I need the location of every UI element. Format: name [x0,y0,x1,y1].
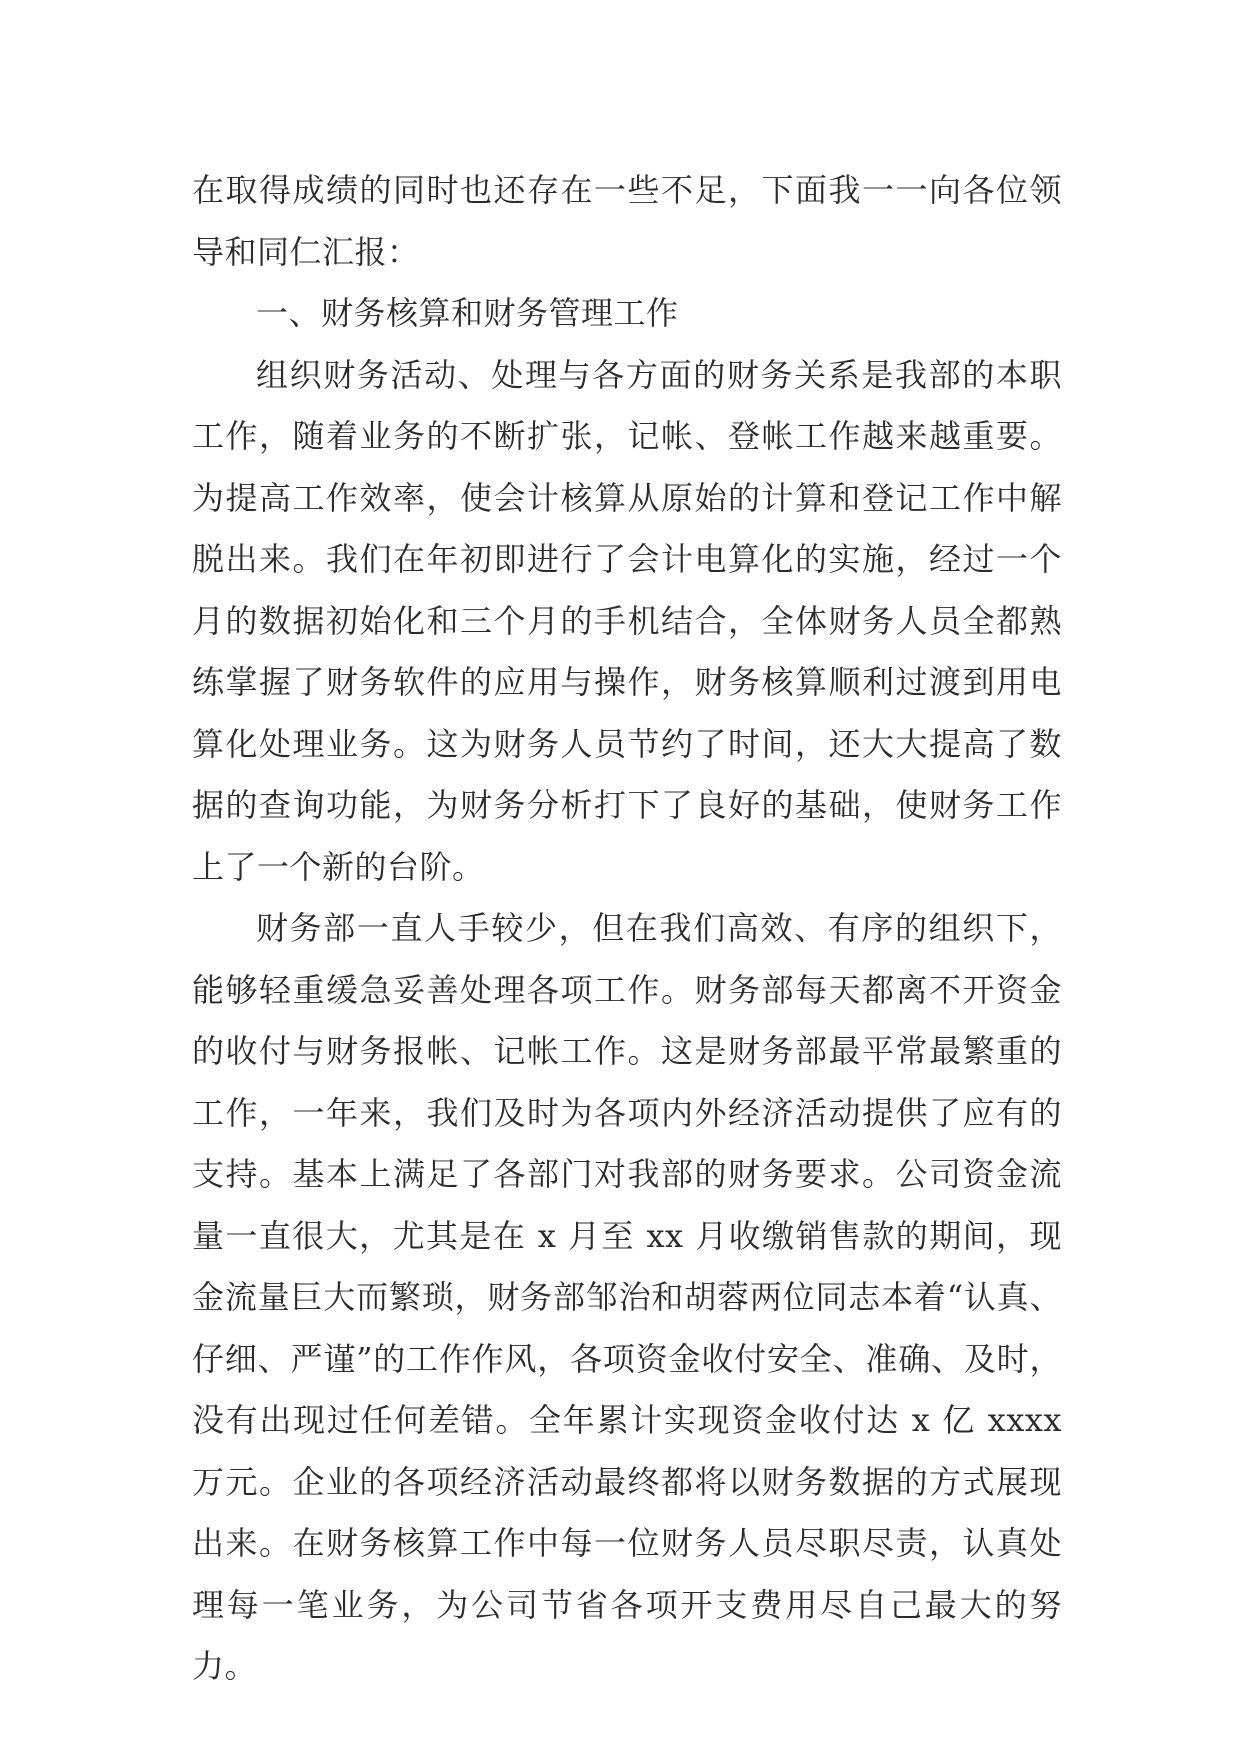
paragraph-intro: 在取得成绩的同时也还存在一些不足，下面我一一向各位领导和同仁汇报： [192,171,1062,271]
document-body [192,160,1062,1698]
section-heading: 一、财务核算和财务管理工作 [256,294,679,332]
paragraph-accounting: 组织财务活动、处理与各方面的财务关系是我部的本职工作，随着业务的不断扩张，记帐、登帐工作越来越重要。为提高工作效率，使会计核算从原始的计算和登记工作中解脱出来。我们在年初即进行了会计电算化的实施，经过一个月的数据初始化和三个月的手机结合，全体财务人员全都熟练掌握了财务软件的应用与操作，财务核算顺利过渡到用电算化处理业务。这为财务人员节约了时间，还大大提高了数据的查询功能，为财务分析打下了良好的基础，使财务工作上了一个新的台阶。 [192,355,1062,886]
paragraph-department: 财务部一直人手较少，但在我们高效、有序的组织下，能够轻重缓急妥善处理各项工作。财务部每天都离不开资金的收付与财务报帐、记帐工作。这是财务部最平常最繁重的工作，一年来，我们及时为各项内外经济活动提供了应有的支持。基本上满足了各部门对我部的财务要求。公司资金流量一直很大，尤其是在 x 月至 xx 月收缴销售款的期间，现金流量巨大而繁琐，财务部邹治和胡蓉两位同志本着“认真、仔细、严谨”的工作作风，各项资金收付安全、准确、及时，没有出现过任何差错。全年累计实现资金收付达 x 亿 xxxx 万元。企业的各项经济活动最终都将以财务数据的方式展现出来。在财务核算工作中每一位财务人员尽职尽责，认真处理每一笔业务，为公司节省各项开支费用尽自己最大的努力。 [192,909,1062,1685]
